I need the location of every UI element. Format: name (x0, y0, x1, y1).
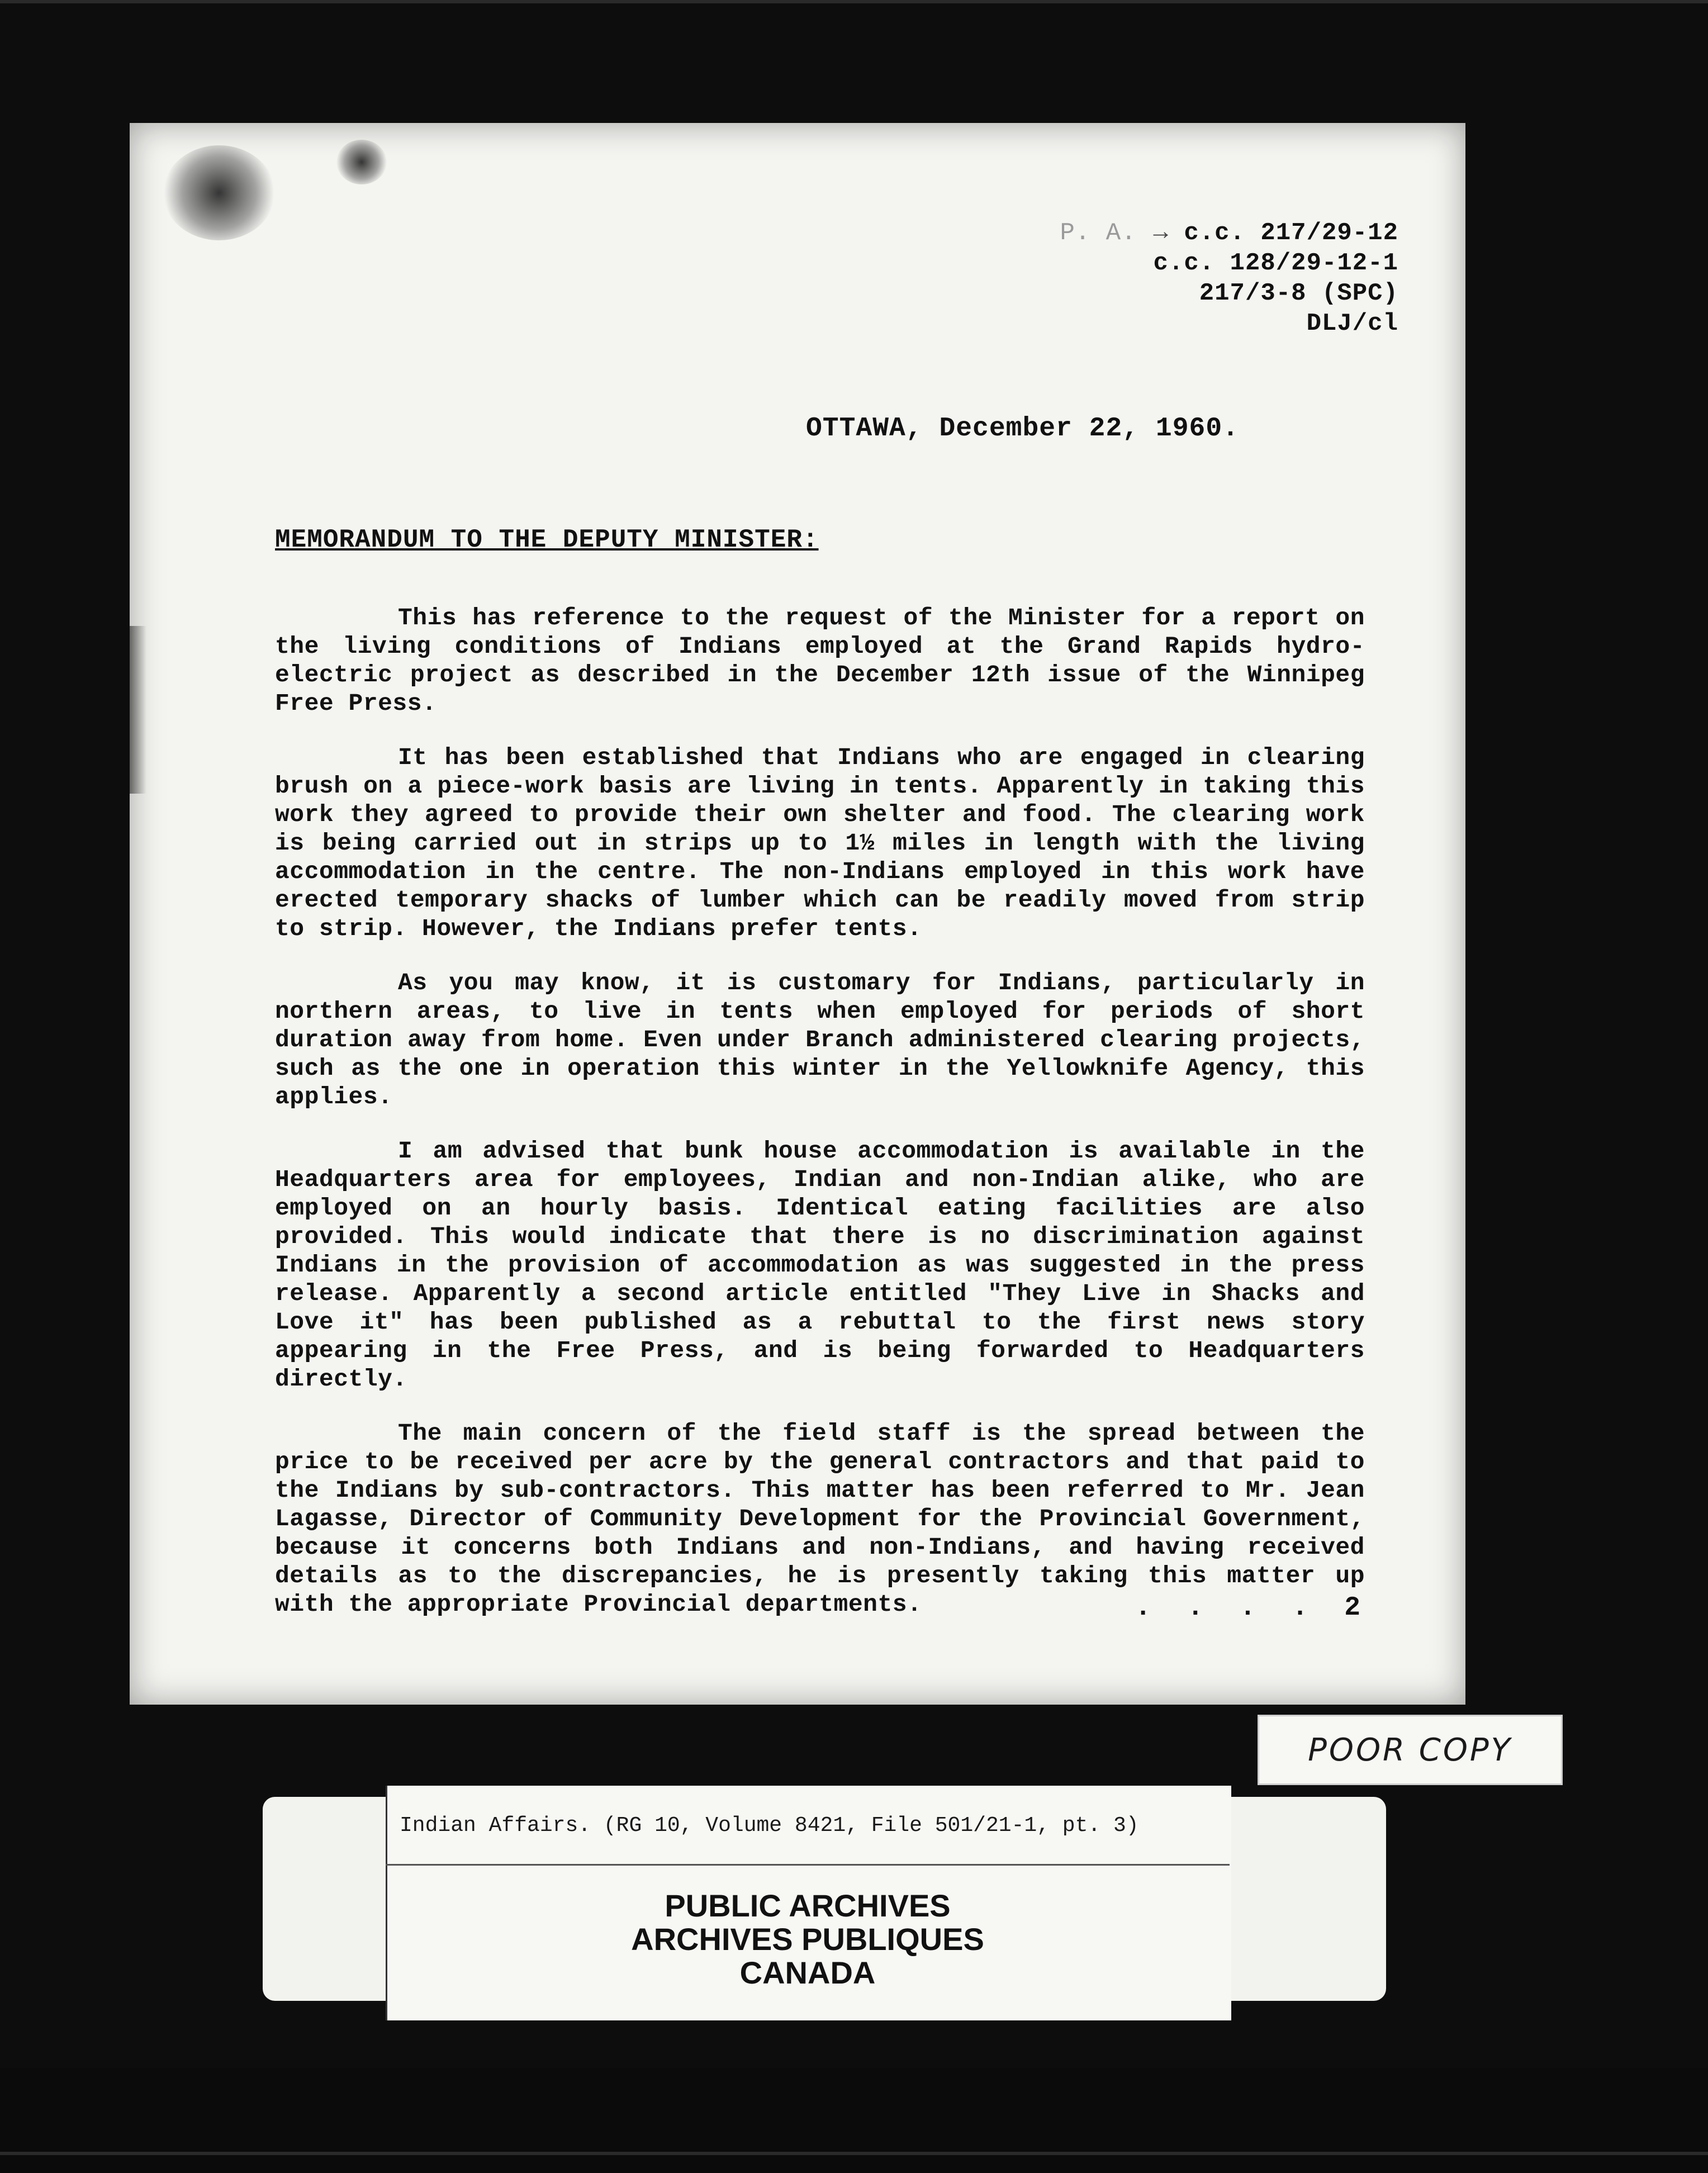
paragraph: I am advised that bunk house accommodation is available in the Headquarters area for employees, Indian and non-Indian alike, who are employed on an hourly basis. Identical eating facilities are also provided. This would indicate that there is no discrimination against Indians in the provision of accommodation as was suggested in the press release. Apparently a second article entitled "They Live in Shacks and Love it" has been published as a rebuttal to the first news story appearing in the Free Press, and is being forwarded to Headquarters directly. (275, 1137, 1365, 1393)
archives-title (386, 1889, 1230, 1990)
page-continuation: . . . . 2 (1135, 1593, 1370, 1623)
document-page (130, 123, 1465, 1705)
memo-body (275, 604, 1365, 1644)
archive-citation: Indian Affairs. (RG 10, Volume 8421, File 501/21-1, pt. 3) (400, 1814, 1139, 1838)
paragraph: It has been established that Indians who are engaged in clearing brush on a piece-work basis are living in tents. Apparently in taking this work they agreed to provide their own shelter and food. The clearing work is being carried out in strips up to 1½ miles in length with the living accommodation in the centre. The non-Indians employed in this work have erected temporary shacks of lumber which can be readily moved from strip to strip. However, the Indians prefer tents. (275, 744, 1365, 942)
pa-stamp: P. A. (1060, 219, 1137, 247)
paragraph: As you may know, it is customary for Indians, particularly in northern areas, to live in tents when employed for periods of short duration away from home. Even under Branch administered clearing projects, such as the one in operation this winter in the Yellowknife Agency, this applies. (275, 969, 1365, 1111)
ink-smudge (163, 145, 275, 240)
archives-title-line: PUBLIC ARCHIVES (665, 1888, 951, 1923)
arrow-icon: → (1153, 219, 1169, 247)
archives-title-line: CANADA (739, 1955, 876, 1990)
paragraph: This has reference to the request of the Minister for a report on the living conditions of Indians employed at the Grand Rapids hydro-electric project as described in the December 12th issue of the Winnipeg Free Press. (275, 604, 1365, 717)
file-ref: c.c. 217/29-12 (1184, 219, 1398, 247)
archives-title-line: ARCHIVES PUBLIQUES (631, 1921, 984, 1957)
file-ref-line (1060, 218, 1398, 248)
film-bottom-strip (0, 2068, 1708, 2173)
file-ref: c.c. 128/29-12-1 (1153, 249, 1398, 277)
citation-divider (386, 1864, 1230, 1866)
paragraph: The main concern of the field staff is the spread between the price to be received per acre by the general contractors and that paid to the Indians by sub-contractors. This matter has been referred to Mr. Jean Lagasse, Director of Community Development for the Provincial Government, because it concerns both Indians and non-Indians, and having received details as to the discrepancies, he is presently taking this matter up with the appropriate Provincial departments. (275, 1420, 1365, 1618)
poor-copy-label (1258, 1715, 1563, 1785)
ink-smudge (336, 140, 387, 184)
dateline: OTTAWA, December 22, 1960. (806, 414, 1239, 444)
film-edge-top (0, 0, 1708, 3)
poor-copy-text: POOR COPY (1308, 1731, 1512, 1768)
page-edge-shadow (130, 626, 146, 794)
film-edge-bottom (0, 2152, 1708, 2155)
file-references (1060, 218, 1398, 339)
file-ref: DLJ/cl (1306, 310, 1398, 338)
memo-heading: MEMORANDUM TO THE DEPUTY MINISTER: (275, 525, 819, 554)
file-ref: 217/3-8 (SPC) (1199, 279, 1398, 307)
